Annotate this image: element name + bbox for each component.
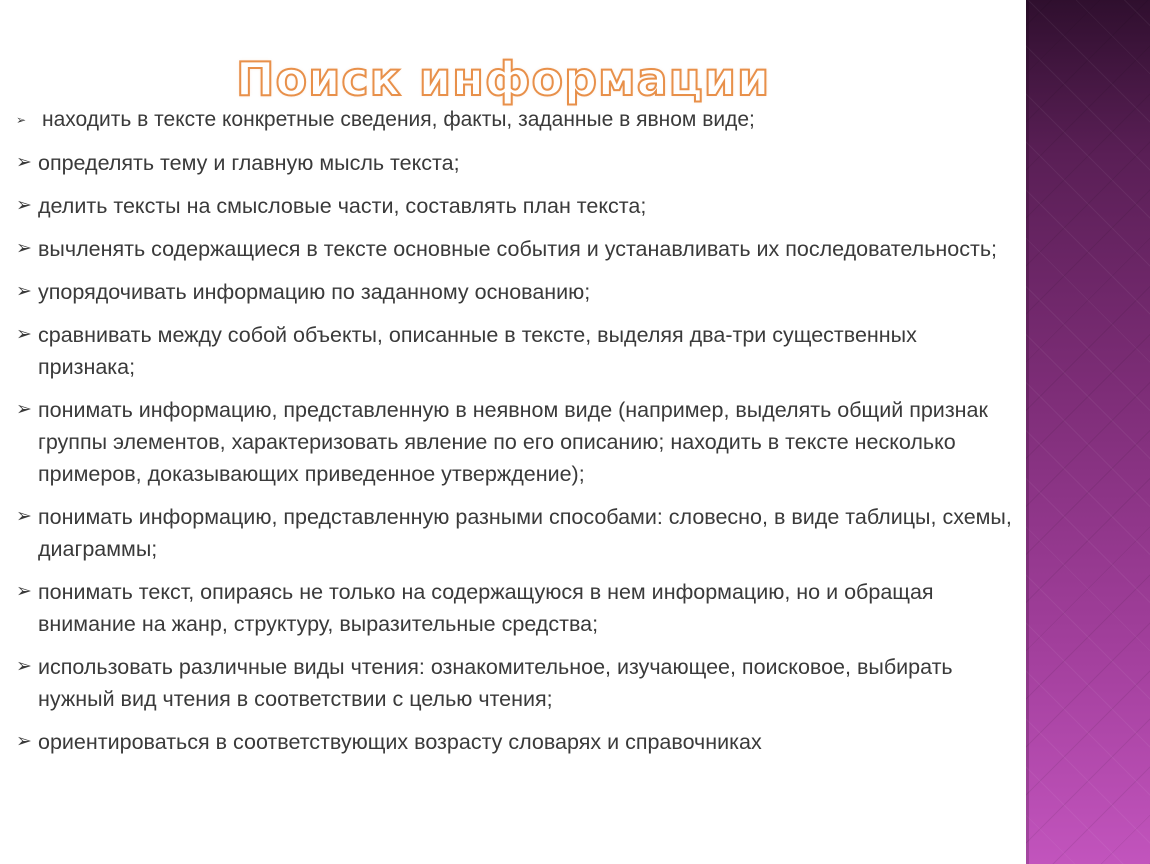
list-item-text: находить в тексте конкретные сведения, факты, заданные в явном виде; xyxy=(42,108,755,131)
list-item-text: понимать текст, опираясь не только на содержащуюся в нем информацию, но и обращая внимание на жанр, структуру, выразительные средства; xyxy=(38,580,934,636)
arrow-bullet-icon: ➢ xyxy=(16,399,32,420)
list-item-text: понимать информацию, представленную в неявном виде (например, выделять общий признак группы элементов, характеризовать явление по его описанию; находить в тексте несколько примеров, доказывающих приведенное утверждение); xyxy=(38,398,988,486)
arrow-bullet-icon: ➢ xyxy=(16,324,32,345)
slide-title: Поиск информации xyxy=(236,52,771,106)
list-item xyxy=(16,651,1018,715)
arrow-bullet-icon: ➢ xyxy=(16,581,32,602)
list-item-text: использовать различные виды чтения: ознакомительное, изучающее, поисковое, выбирать нужный вид чтения в соответствии с целью чтения; xyxy=(38,655,953,711)
list-item-text: определять тему и главную мысль текста; xyxy=(38,151,460,175)
arrow-bullet-icon: ➢ xyxy=(16,281,32,302)
list-item-text: понимать информацию, представленную разными способами: словесно, в виде таблицы, схемы, диаграммы; xyxy=(38,505,1012,561)
list-item-text: делить тексты на смысловые части, составлять план текста; xyxy=(38,194,647,218)
list-item xyxy=(16,233,1018,265)
list-item-text: вычленять содержащиеся в тексте основные события и устанавливать их последовательность; xyxy=(38,237,997,261)
list-item-text: упорядочивать информацию по заданному основанию; xyxy=(38,280,591,304)
list-item xyxy=(16,104,1018,136)
arrow-bullet-icon: ➢ xyxy=(16,506,32,527)
arrow-bullet-icon: ➢ xyxy=(16,731,32,752)
list-item-text: ориентироваться в соответствующих возрасту словарях и справочниках xyxy=(38,730,762,754)
list-item xyxy=(16,276,1018,308)
arrow-bullet-icon: ➢ xyxy=(16,113,27,127)
list-item xyxy=(16,576,1018,640)
decorative-side-panel xyxy=(1026,0,1150,864)
arrow-bullet-icon: ➢ xyxy=(16,238,32,259)
bullet-list xyxy=(16,104,1018,769)
list-item xyxy=(16,319,1018,383)
arrow-bullet-icon: ➢ xyxy=(16,656,32,677)
list-item-text: сравнивать между собой объекты, описанные в тексте, выделяя два-три существенных признака; xyxy=(38,323,917,379)
list-item xyxy=(16,501,1018,565)
list-item xyxy=(16,190,1018,222)
list-item xyxy=(16,726,1018,758)
arrow-bullet-icon: ➢ xyxy=(16,195,32,216)
arrow-bullet-icon: ➢ xyxy=(16,152,32,173)
list-item xyxy=(16,147,1018,179)
list-item xyxy=(16,394,1018,490)
